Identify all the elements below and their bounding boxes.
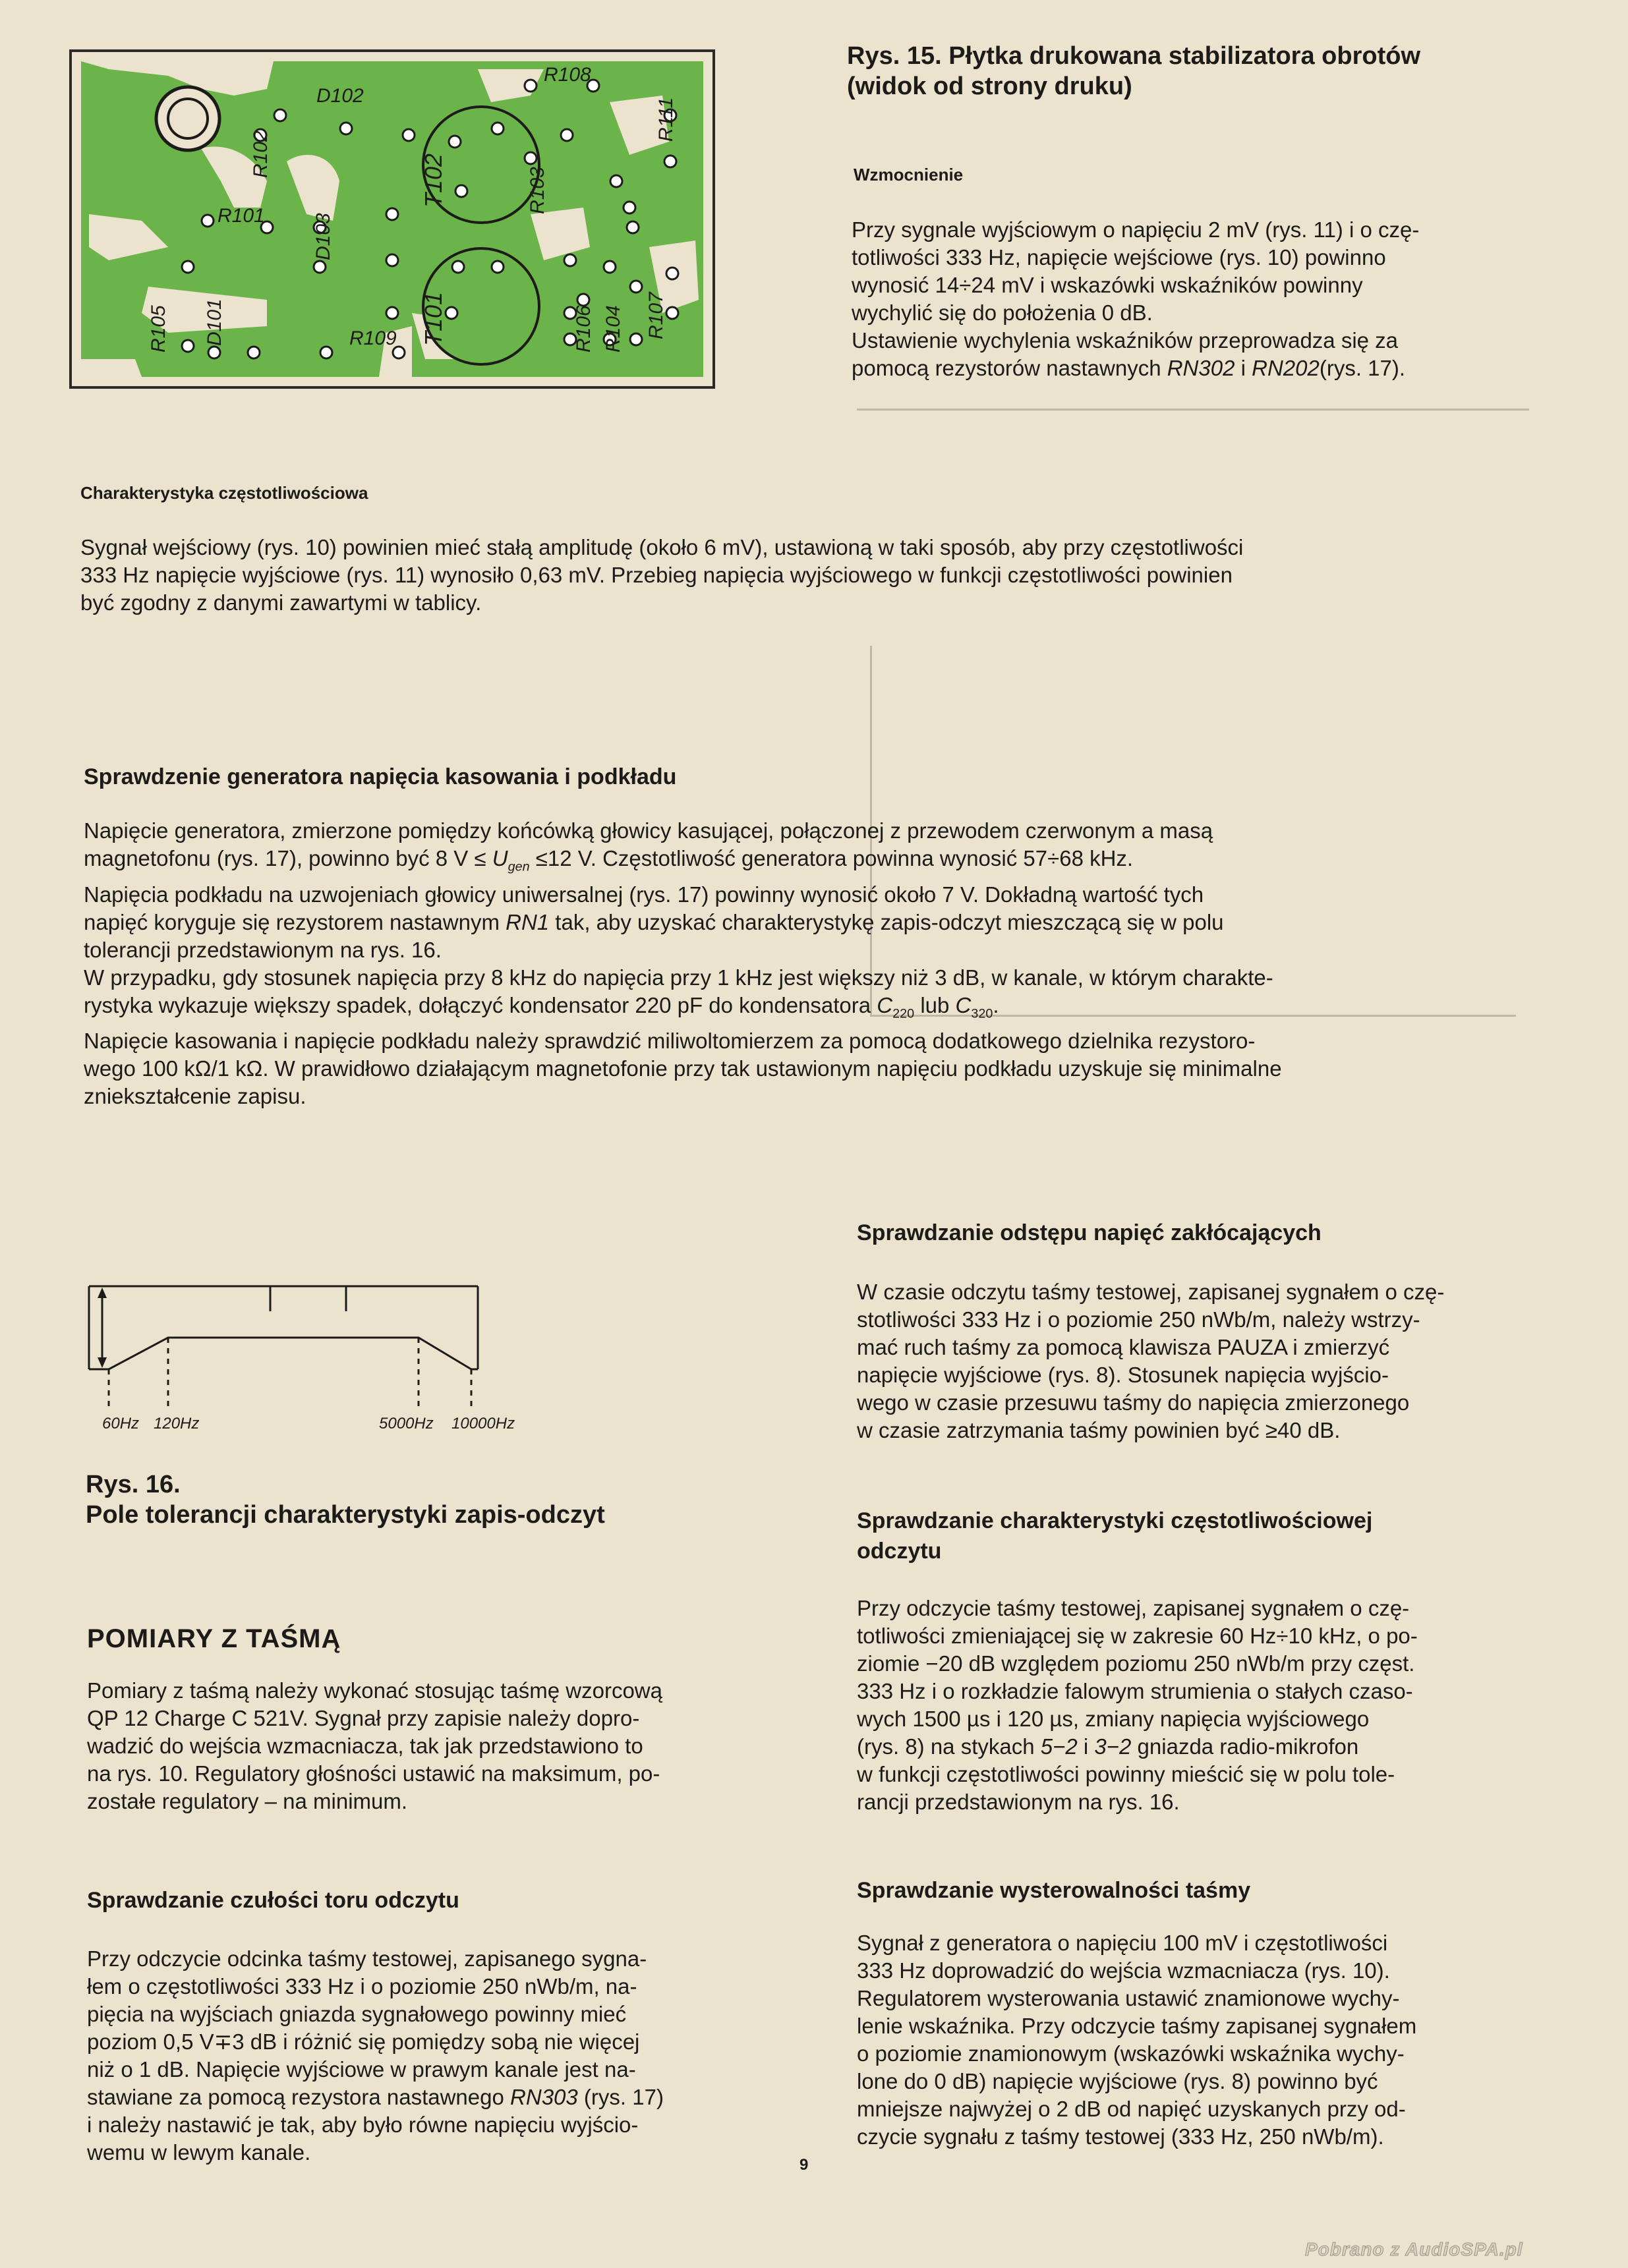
heading-line: Sprawdzanie charakterystyki częstotliwościowej: [857, 1508, 1373, 1533]
text-line: [84, 992, 1567, 1028]
text-line: wego 100 kΩ/1 kΩ. W prawidłowo działającym magnetofonie przy tak ustawionym napięciu podkładu uzyskuje się minimalne: [84, 1056, 1282, 1081]
resistor-ref: RN202: [1252, 356, 1320, 380]
odstep-text: [857, 1278, 1569, 1444]
section-heading-charodczytu: [857, 1506, 1372, 1566]
tolerance-diagram: [76, 1272, 550, 1436]
show-through-rule: [857, 409, 1529, 411]
text-line: wemu w lewym kanale.: [87, 2140, 311, 2165]
text-run: i: [1235, 356, 1252, 380]
caption-line: Rys. 15. Płytka drukowana stabilizatora obrotów: [847, 42, 1421, 70]
text-line: wadzić do wejścia wzmacniacza, tak jak przedstawiono to: [87, 1734, 643, 1758]
resistor-ref: RN302: [1167, 356, 1235, 380]
symbol-u: U: [492, 846, 508, 870]
generator-text: [84, 817, 1567, 1110]
text-line: [87, 2084, 799, 2111]
text-line: Sygnał wejściowy (rys. 10) powinien mieć stałą amplitudę (około 6 mV), ustawioną w taki sposób, aby przy częstotliwości: [80, 535, 1244, 559]
text-line: napięcie wyjściowe (rys. 8). Stosunek napięcia wyjścio-: [857, 1363, 1389, 1387]
text-line: Przy sygnale wyjściowym o napięciu 2 mV (rys. 11) i o czę-: [852, 217, 1420, 242]
text-line: lone do 0 dB) napięcie wyjściowe (rys. 8) powinno być: [857, 2069, 1378, 2093]
text-line: 333 Hz i o rozkładzie falowym strumienia o stałych czaso-: [857, 1679, 1413, 1703]
pcb-label: R106: [573, 305, 595, 353]
section-heading-charakterystyka: Charakterystyka częstotliwościowa: [80, 483, 368, 503]
pcb-label: D102: [316, 85, 364, 107]
pcb-label: R107: [645, 292, 667, 339]
text-line: w czasie zatrzymania taśmy powinien być ≥40 dB.: [857, 1418, 1341, 1442]
text-line: niż o 1 dB. Napięcie wyjściowe w prawym kanale jest na-: [87, 2057, 636, 2082]
text-line: mać ruch taśmy za pomocą klawisza PAUZA i zmierzyć: [857, 1335, 1390, 1359]
text-line: o poziomie znamionowym (wskazówki wskaźnika wychy-: [857, 2041, 1405, 2066]
pcb-label: R103: [527, 167, 548, 214]
caption-line: Rys. 16.: [86, 1471, 181, 1498]
pcb-label: D103: [312, 213, 334, 260]
text-run: (rys. 17).: [1319, 356, 1406, 380]
resistor-ref: RN1: [506, 909, 550, 934]
text-run: i: [1077, 1734, 1095, 1759]
text-line: i należy nastawić je tak, aby było równe napięciu wyjścio-: [87, 2112, 639, 2137]
text-line: łem o częstotliwości 333 Hz i o poziomie 250 nWb/m, na-: [87, 1974, 637, 1999]
text-line: Pomiary z taśmą należy wykonać stosując taśmę wzorcową: [87, 1678, 662, 1703]
charakterystyka-text: [80, 534, 1563, 617]
pcb-label: T101: [420, 291, 447, 346]
freq-label: 120Hz: [154, 1415, 200, 1432]
text-line: [857, 1733, 1569, 1761]
pcb-label: R101: [218, 205, 265, 227]
text-line: czycie sygnału z taśmy testowej (333 Hz, 250 nWb/m).: [857, 2124, 1384, 2149]
text-line: poziom 0,5 V∓3 dB i różnić się pomiędzy sobą nie więcej: [87, 2029, 640, 2054]
pcb-label: D101: [204, 298, 225, 346]
caption-line: (widok od strony druku): [847, 72, 1132, 100]
text-line: wych 1500 µs i 120 µs, zmiany napięcia wyjściowego: [857, 1707, 1370, 1731]
text-line: [84, 845, 1567, 881]
text-line: tolerancji przedstawionym na rys. 16.: [84, 937, 442, 962]
section-heading-odstep: Sprawdzanie odstępu napięć zakłócających: [857, 1220, 1322, 1245]
watermark: Pobrano z AudioSPA.pl: [1305, 2239, 1523, 2259]
text-run: pomocą rezystorów nastawnych: [852, 356, 1167, 380]
wysterowalnosc-text: [857, 1929, 1569, 2151]
resistor-ref: RN303: [510, 2085, 578, 2109]
pcb-label: R109: [349, 327, 397, 349]
text-line: w funkcji częstotliwości powinny mieścić się w polu tole-: [857, 1762, 1395, 1786]
section-heading-wysterowalnosc: Sprawdzanie wysterowalności taśmy: [857, 1878, 1251, 1903]
pcb-label: T102: [420, 153, 447, 208]
text-line: lenie wskaźnika. Przy odczycie taśmy zapisanej sygnałem: [857, 2014, 1417, 2038]
symbol-subscript: gen: [508, 859, 530, 874]
czulosc-text: [87, 1945, 799, 2167]
section-heading-czulosc: Sprawdzanie czułości toru odczytu: [87, 1888, 459, 1913]
text-line: ziomie −20 dB względem poziomu 250 nWb/m przy częst.: [857, 1651, 1415, 1676]
text-line: wego w czasie przesuwu taśmy do napięcia zmierzonego: [857, 1390, 1410, 1415]
pin-ref: 5−2: [1040, 1734, 1078, 1759]
pcb-label: R111: [655, 97, 677, 142]
text-run: gniazda radio-mikrofon: [1131, 1734, 1359, 1759]
symbol-subscript: 320: [971, 1006, 993, 1021]
figure-16-caption: [86, 1469, 745, 1530]
text-line: Ustawienie wychylenia wskaźników przeprowadza się za: [852, 328, 1399, 353]
text-run: .: [993, 992, 999, 1017]
freq-label: 10000Hz: [451, 1415, 515, 1432]
freq-label: 60Hz: [102, 1415, 140, 1432]
capacitor-ref: C: [955, 992, 972, 1017]
text-line: stotliwości 333 Hz i o poziomie 250 nWb/m, należy wstrzy-: [857, 1307, 1420, 1332]
page-number: 9: [799, 2156, 809, 2174]
figure-15-caption: [847, 41, 1572, 101]
capacitor-ref: C: [877, 992, 893, 1017]
pin-ref: 3−2: [1094, 1734, 1132, 1759]
text-line: rancji przedstawionym na rys. 16.: [857, 1790, 1180, 1814]
text-run: ≤12 V. Częstotliwość generatora powinna wynosić 57÷68 kHz.: [529, 846, 1134, 870]
wzmocnienie-text: [852, 216, 1550, 382]
text-line: 333 Hz doprowadzić do wejścia wzmacniacza (rys. 10).: [857, 1958, 1390, 1983]
text-line: Przy odczycie taśmy testowej, zapisanej sygnałem o czę-: [857, 1596, 1410, 1620]
text-line: Sygnał z generatora o napięciu 100 mV i częstotliwości: [857, 1931, 1388, 1955]
symbol-subscript: 220: [892, 1006, 915, 1021]
pomiary-text: [87, 1677, 799, 1815]
text-line: totliwości 333 Hz, napięcie wejściowe (rys. 10) powinno: [852, 245, 1386, 269]
text-line: totliwości zmieniającej się w zakresie 60 Hz÷10 kHz, o po-: [857, 1624, 1418, 1648]
text-line: zostałe regulatory – na minimum.: [87, 1789, 408, 1813]
text-line: [852, 354, 1550, 382]
text-run: lub: [914, 992, 956, 1017]
text-line: W przypadku, gdy stosunek napięcia przy 8 kHz do napięcia przy 1 kHz jest większy niż 3 dB, w kanale, w którym charakte-: [84, 965, 1273, 990]
text-line: Przy odczycie odcinka taśmy testowej, zapisanego sygna-: [87, 1946, 647, 1971]
heading-line: odczytu: [857, 1539, 942, 1564]
text-line: Napięcie kasowania i napięcie podkładu należy sprawdzić miliwoltomierzem za pomocą dodatkowego dzielnika rezystoro-: [84, 1029, 1256, 1054]
pcb-label: R104: [602, 305, 624, 353]
section-heading-pomiary: POMIARY Z TAŚMĄ: [87, 1624, 341, 1653]
text-run: (rys. 17): [577, 2085, 664, 2109]
text-line: wynosić 14÷24 mV i wskazówki wskaźników powinny: [852, 273, 1363, 297]
pcb-figure: [69, 49, 715, 389]
text-line: Napięcie generatora, zmierzone pomiędzy końcówką głowicy kasującej, połączonej z przewodem czerwonym a masą: [84, 818, 1213, 843]
pcb-label: R102: [250, 130, 272, 178]
text-run: rystyka wykazuje większy spadek, dołączyć kondensator 220 pF do kondensatora: [84, 992, 877, 1017]
text-line: wychylić się do położenia 0 dB.: [852, 300, 1153, 325]
text-line: mniejsze najwyżej o 2 dB od napięć uzyskanych przy od-: [857, 2097, 1406, 2121]
text-run: napięć koryguje się rezystorem nastawnym: [84, 909, 506, 934]
text-run: stawiane za pomocą rezystora nastawnego: [87, 2085, 511, 2109]
caption-line: Pole tolerancji charakterystyki zapis-odczyt: [86, 1501, 605, 1529]
pcb-label: R105: [148, 305, 169, 353]
text-line: na rys. 10. Regulatory głośności ustawić na maksimum, po-: [87, 1761, 660, 1786]
pcb-label: R108: [544, 64, 591, 86]
text-run: magnetofonu (rys. 17), powinno być 8 V ≤: [84, 846, 492, 870]
text-line: pięcia na wyjściach gniazda sygnałowego powinny mieć: [87, 2002, 627, 2026]
text-run: tak, aby uzyskać charakterystykę zapis-odczyt mieszczącą się w polu: [549, 909, 1224, 934]
text-line: W czasie odczytu taśmy testowej, zapisanej sygnałem o czę-: [857, 1280, 1445, 1304]
text-line: zniekształcenie zapisu.: [84, 1084, 306, 1109]
freq-label: 5000Hz: [379, 1415, 434, 1432]
section-heading-wzmocnienie: Wzmocnienie: [854, 165, 964, 184]
text-line: być zgodny z danymi zawartymi w tablicy.: [80, 590, 482, 615]
charodczytu-text: [857, 1595, 1569, 1816]
text-line: [84, 909, 1567, 936]
text-line: 333 Hz napięcie wyjściowe (rys. 11) wynosiło 0,63 mV. Przebieg napięcia wyjściowego w funkcji częstotliwości powinien: [80, 563, 1233, 587]
text-line: QP 12 Charge C 521V. Sygnał przy zapisie należy dopro-: [87, 1706, 640, 1730]
text-run: (rys. 8) na stykach: [857, 1734, 1041, 1759]
text-line: Regulatorem wysterowania ustawić znamionowe wychy-: [857, 1986, 1400, 2010]
text-line: Napięcia podkładu na uzwojeniach głowicy uniwersalnej (rys. 17) powinny wynosić około 7 V. Dokładną wartość tych: [84, 882, 1204, 907]
section-heading-generator: Sprawdzenie generatora napięcia kasowania i podkładu: [84, 764, 677, 789]
